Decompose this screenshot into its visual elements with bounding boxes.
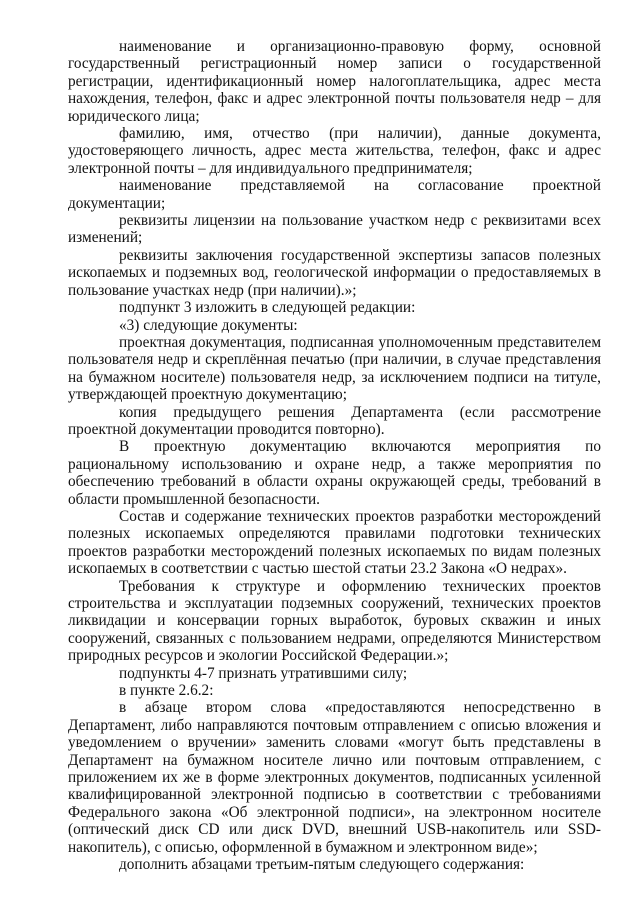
paragraph-expertise-details: реквизиты заключения государственной экспертизы запасов полезных ископаемых и подземных вод, геологической информации о предоставляемых в пользование участках недр (при наличии).»; xyxy=(68,246,601,299)
paragraph-subclauses-4-7-void: подпункты 4-7 признать утратившими силу; xyxy=(119,664,408,682)
paragraph-subsoil-protection-measures: В проектную документацию включаются мероприятия по рациональному использованию и охране недр, а также мероприятия по обеспечению требований в области охраны окружающей среды, требований в области промышленной безопасности. xyxy=(68,438,601,508)
paragraph-entrepreneur-details: фамилию, имя, отчество (при наличии), данные документа, удостоверяющего личность, адрес места жительства, телефон, факс и адрес электронной почты – для индивидуального предпринимателя; xyxy=(68,125,601,177)
paragraph-project-documentation: проектная документация, подписанная уполномоченным представителем пользователя недр и скреплённая печатью (при наличии, в случае представления на бумажном носителе) пользователя недр, за исключением подписи на титуле, утверждающей проектную документацию; xyxy=(68,333,601,404)
paragraph-documents-list-heading: «3) следующие документы: xyxy=(119,316,298,334)
paragraph-legal-entity-details: наименование и организационно-правовую форму, основной государственный регистрационный номер записи о государственной регистрации, идентификационный номер налогоплательщика, адрес места нахождения, телефон, факс и адрес электронной почты пользователя недр – для юридического лица; xyxy=(68,38,601,125)
paragraph-add-abzacs: дополнить абзацами третьим-пятым следующего содержания: xyxy=(119,856,525,874)
paragraph-documentation-name: наименование представляемой на согласование проектной документации; xyxy=(68,177,601,212)
document-page xyxy=(68,38,601,874)
paragraph-second-abzac-replacement: в абзаце втором слова «предоставляются непосредственно в Департамент, либо направляются почтовым отправлением с описью вложения и уведомлением о вручении» заменить словами «могут быть представлены в Департамент на бумажном носителе лично или почтовым отправлением, с приложением их же в форме электронных документов, подписанных усиленной квалифицированной электронной подписью в соответствии с требованиями Федерального закона «Об электронной подписи», на электронном носителе (оптический диск CD или диск DVD, внешний USB-накопитель или SSD-накопитель), с описью, оформленной в бумажном и электронном виде»; xyxy=(68,699,601,856)
paragraph-previous-decision-copy: копия предыдущего решения Департамента (если рассмотрение проектной документации проводится повторно). xyxy=(68,403,601,438)
paragraph-technical-projects-requirements: Требования к структуре и оформлению технических проектов строительства и эксплуатации подземных сооружений, технических проектов ликвидации и консервации горных выработок, буровых скважин и иных сооружений, связанных с пользованием недрами, определяются Министерством природных ресурсов и экологии Российской Федерации.»; xyxy=(68,577,601,665)
paragraph-subclause-3-intro: подпункт 3 изложить в следующей редакции: xyxy=(119,299,416,317)
paragraph-technical-projects-content: Состав и содержание технических проектов разработки месторождений полезных ископаемых определяются правилами подготовки технических проектов разработки месторождений полезных ископаемых по видам полезных ископаемых в соответствии с частью шестой статьи 23.2 Закона «О недрах». xyxy=(68,507,601,578)
paragraph-license-details: реквизиты лицензии на пользование участком недр с реквизитами всех изменений; xyxy=(68,212,601,247)
paragraph-clause-2-6-2: в пункте 2.6.2: xyxy=(119,682,214,700)
